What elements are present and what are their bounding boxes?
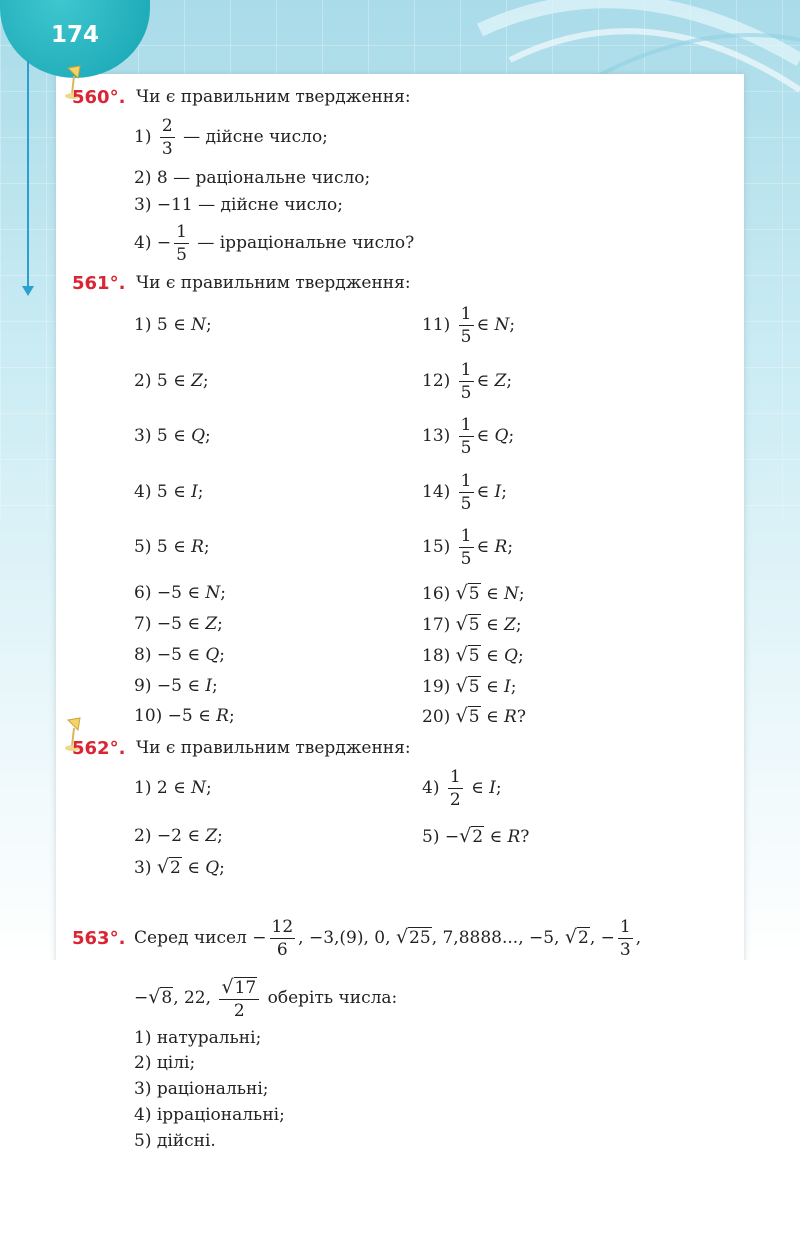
punct: ; [212, 676, 218, 696]
square-root: √17 [221, 975, 257, 998]
numerator: 1 [460, 359, 472, 380]
p562-item-1 [134, 778, 212, 798]
radicand: 5 [468, 677, 480, 697]
p561-item [422, 614, 522, 635]
denominator: 6 [276, 939, 288, 960]
p561-item [422, 583, 525, 604]
set-symbol: Z [205, 614, 218, 634]
punct: ; [202, 371, 209, 391]
square-root: √5 [455, 675, 480, 697]
punct: ; [217, 826, 223, 846]
punct: ; [518, 584, 525, 604]
punct: ? [520, 827, 530, 847]
text-segment: , −3,(9), 0, [298, 928, 391, 948]
set-symbol: I [191, 482, 198, 502]
radicand: 8 [161, 988, 173, 1008]
radicand: 25 [409, 928, 431, 948]
set-symbol: I [504, 677, 511, 697]
item-label: 15) [422, 537, 451, 557]
fraction [448, 766, 463, 810]
item-text: 2) −2 ∈ [134, 826, 206, 846]
punct: ; [217, 614, 223, 634]
set-symbol: R [504, 707, 517, 727]
denominator: 2 [449, 789, 461, 810]
fraction [459, 303, 474, 347]
p561-item [134, 371, 209, 391]
item-label: 19) [422, 677, 451, 697]
p562-item-3 [134, 857, 225, 878]
p563-line-2 [134, 970, 397, 1025]
punct: ; [515, 615, 522, 635]
p561-item [134, 426, 211, 446]
item-text: 3) 5 ∈ [134, 426, 192, 446]
problem-number-562: 562°. [72, 738, 126, 759]
set-symbol: N [494, 315, 510, 335]
item-text: 6) −5 ∈ [134, 583, 206, 603]
punct: ; [220, 583, 226, 603]
minus-sign: − [134, 988, 149, 1008]
square-root: √5 [455, 582, 480, 604]
p561-item [422, 467, 507, 517]
arrow-down-icon [22, 286, 34, 296]
item-text: 5) 5 ∈ [134, 537, 192, 557]
relation: ∈ [471, 778, 484, 798]
square-root: √25 [395, 926, 431, 948]
text-segment: , − [589, 928, 615, 948]
set-symbol: Q [494, 426, 509, 446]
set-symbol: Q [191, 426, 205, 446]
p563-item: 2) цілі; [134, 1053, 196, 1073]
set-symbol: N [191, 778, 206, 798]
p562-item-4 [422, 763, 502, 813]
numerator: 12 [271, 916, 294, 937]
item-label: 14) [422, 482, 451, 502]
item-text: 8) −5 ∈ [134, 645, 206, 665]
relation: ∈ [476, 482, 490, 502]
item-text: 1) 2 ∈ [134, 778, 192, 798]
set-symbol: I [205, 676, 213, 696]
minus-sign: − [252, 928, 267, 948]
set-symbol: Q [205, 858, 220, 878]
relation: ∈ [476, 426, 490, 446]
item-text: — ірраціональне число? [197, 233, 415, 253]
item-text: 9) −5 ∈ [134, 676, 206, 696]
item-label: 5) − [422, 827, 460, 847]
denominator: 3 [161, 138, 173, 159]
numerator: 1 [176, 221, 187, 242]
square-root: √2 [459, 825, 484, 847]
item-label: 16) [422, 584, 451, 604]
punct: ; [205, 426, 211, 446]
fraction [219, 975, 259, 1021]
punct: ; [197, 482, 204, 502]
set-symbol: R [191, 537, 204, 557]
p561-item [422, 522, 513, 572]
fraction [270, 916, 296, 960]
punct: ; [508, 426, 515, 446]
set-symbol: R [507, 827, 521, 847]
relation: ∈ [486, 615, 499, 635]
fraction [160, 115, 175, 159]
text-segment: оберіть числа: [267, 988, 398, 1008]
item-label: 12) [422, 371, 451, 391]
punct: ; [203, 537, 210, 557]
problem-number-560: 560°. [72, 87, 126, 108]
set-symbol: N [205, 583, 221, 603]
item-text: 10) −5 ∈ [134, 706, 217, 726]
radicand: 17 [234, 977, 257, 998]
p561-item [134, 614, 223, 634]
square-root: √5 [455, 705, 480, 727]
p563-item: 3) раціональні; [134, 1079, 269, 1099]
relation: ∈ [489, 827, 503, 847]
set-symbol: Q [205, 645, 220, 665]
p560-item-1 [134, 111, 328, 163]
text-segment: , 7,8888..., −5, [431, 928, 560, 948]
radicand: 5 [468, 584, 480, 604]
problem-number-561: 561°. [72, 273, 126, 294]
p561-item [134, 482, 204, 502]
square-root: √2 [156, 856, 181, 878]
p561-item [422, 645, 524, 666]
p561-item [422, 706, 526, 727]
set-symbol: Z [494, 371, 507, 391]
page-number: 174 [50, 22, 99, 48]
denominator: 2 [233, 1000, 245, 1021]
set-symbol: Z [504, 615, 516, 635]
relation: ∈ [476, 537, 490, 557]
set-symbol: N [504, 584, 519, 604]
set-symbol: Z [205, 826, 218, 846]
relation: ∈ [486, 646, 499, 666]
punct: ; [495, 778, 502, 798]
punct: ; [517, 646, 524, 666]
square-root: √5 [455, 613, 480, 635]
problem-562-question: Чи є правильним твердження: [136, 738, 411, 758]
radicand: 5 [468, 615, 480, 635]
square-root: √2 [564, 926, 589, 948]
set-symbol: N [191, 315, 206, 335]
side-arrow-line [27, 60, 29, 290]
punct: ; [219, 645, 225, 665]
punct: ; [509, 315, 516, 335]
punct: ; [205, 315, 212, 335]
set-symbol: I [494, 482, 502, 502]
p561-item [134, 706, 235, 726]
denominator: 5 [460, 326, 472, 347]
numerator: 1 [460, 525, 472, 546]
fraction [174, 221, 189, 265]
relation: ∈ [476, 315, 490, 335]
radicand: 5 [468, 707, 480, 727]
fraction [618, 916, 633, 960]
radicand: 2 [577, 928, 589, 948]
set-symbol: R [494, 537, 508, 557]
problem-number-563: 563°. [72, 928, 126, 949]
intro-text: Серед чисел [134, 928, 247, 948]
item-text: 1) 5 ∈ [134, 315, 192, 335]
punct: ; [506, 371, 513, 391]
set-symbol: Q [504, 646, 518, 666]
p563-item: 5) дійсні. [134, 1131, 216, 1151]
numerator [219, 975, 259, 1000]
punct: ; [510, 677, 517, 697]
denominator: 3 [619, 939, 631, 960]
item-label: 17) [422, 615, 451, 635]
p561-item [134, 676, 218, 696]
radicand: 5 [468, 646, 480, 666]
numerator: 1 [460, 470, 472, 491]
punct: ; [219, 858, 225, 878]
p561-item [422, 676, 516, 697]
set-symbol: R [216, 706, 229, 726]
p561-item [134, 645, 225, 665]
square-root: √5 [455, 644, 480, 666]
relation: ∈ [486, 707, 499, 727]
problem-561-question: Чи є правильним твердження: [136, 273, 411, 293]
item-label: 13) [422, 426, 451, 446]
item-label: 18) [422, 646, 451, 666]
radicand: 2 [169, 858, 181, 878]
set-symbol: Z [191, 371, 203, 391]
p561-item [422, 300, 515, 350]
punct: ; [501, 482, 507, 502]
numerator: 2 [161, 115, 173, 136]
denominator: 5 [460, 382, 472, 403]
p560-item-2: 2) 8 — раціональне число; [134, 168, 371, 188]
item-label: 4) − [134, 233, 172, 253]
relation: ∈ [187, 858, 200, 878]
item-text: 2) 5 ∈ [134, 371, 192, 391]
item-text: 7) −5 ∈ [134, 614, 206, 634]
set-symbol: I [489, 778, 496, 798]
item-label: 1) [134, 127, 152, 147]
denominator: 5 [460, 437, 472, 458]
item-text: — дійсне число; [183, 127, 328, 147]
item-label: 11) [422, 315, 451, 335]
relation: ∈ [476, 371, 490, 391]
p562-item-5 [422, 826, 529, 847]
fraction [459, 525, 474, 569]
radicand: 2 [472, 827, 484, 847]
punct: ; [507, 537, 514, 557]
fraction [459, 470, 474, 514]
p561-item [134, 583, 226, 603]
fraction [459, 359, 474, 403]
item-label: 3) [134, 858, 152, 878]
p561-item [422, 411, 514, 461]
p561-item [134, 537, 210, 557]
text-segment: , 22, [173, 988, 212, 1008]
item-label: 4) [422, 778, 440, 798]
p561-item [422, 356, 512, 406]
p562-item-2 [134, 826, 223, 846]
numerator: 1 [449, 766, 461, 787]
item-label: 20) [422, 707, 451, 727]
p560-item-4 [134, 217, 414, 269]
numerator: 1 [619, 916, 631, 937]
denominator: 5 [176, 244, 187, 265]
square-root: √8 [148, 986, 173, 1008]
p563-line-1 [134, 912, 641, 963]
fraction [459, 414, 474, 458]
text-segment: , [635, 928, 642, 948]
punct: ; [205, 778, 212, 798]
p563-item: 4) ірраціональні; [134, 1105, 285, 1125]
p561-item [134, 315, 212, 335]
p560-item-3: 3) −11 — дійсне число; [134, 195, 343, 215]
numerator: 1 [460, 414, 472, 435]
item-text: 4) 5 ∈ [134, 482, 192, 502]
punct: ; [228, 706, 235, 726]
relation: ∈ [486, 677, 499, 697]
punct: ? [516, 707, 526, 727]
page-bottom [0, 960, 800, 1247]
denominator: 5 [460, 493, 472, 514]
denominator: 5 [460, 548, 472, 569]
p563-item: 1) натуральні; [134, 1028, 262, 1048]
problem-560-question: Чи є правильним твердження: [136, 87, 411, 107]
numerator: 1 [460, 303, 472, 324]
relation: ∈ [486, 584, 499, 604]
